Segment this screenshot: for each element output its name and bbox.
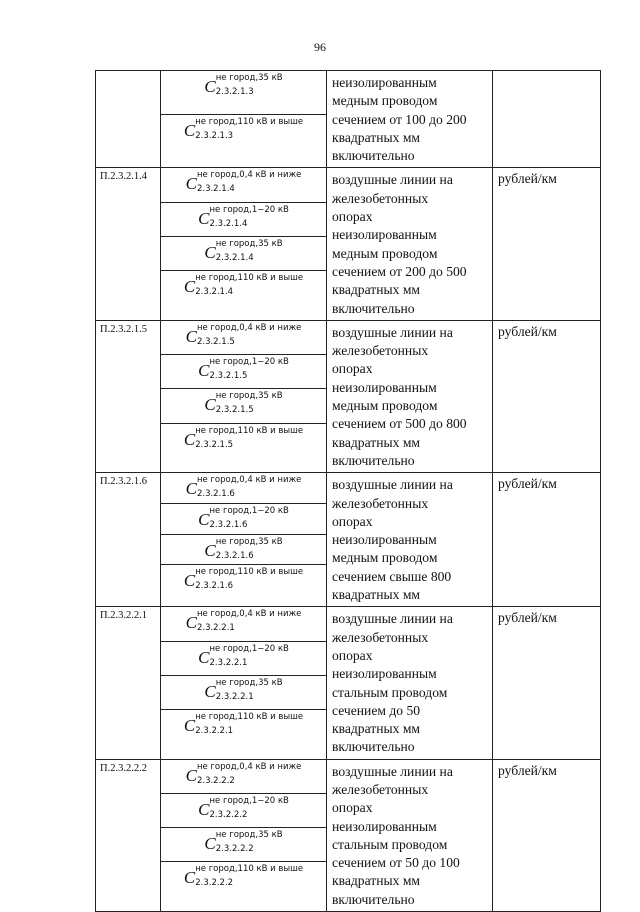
description-line: включительно [332,300,415,316]
formula-scripts [195,118,303,141]
formula-expression [184,713,303,744]
rate-symbol: C [204,77,216,96]
formula-subscript: 2.3.2.1.5 [195,439,234,450]
formula-expression [204,74,282,114]
formula-superscript: не город,110 кВ и выше [195,712,304,723]
formula-superscript: не город,35 кВ [215,830,283,841]
formula-scripts [195,274,303,297]
formula-expression [204,538,282,565]
description-line: включительно [332,452,415,468]
rate-formula [161,862,326,896]
item-code [96,71,161,168]
formula-scripts [216,538,283,561]
formula-scripts [197,324,301,347]
formula-expression [186,476,302,503]
description-line: сечением от 50 до 100 [332,855,460,871]
formula-scripts [216,831,283,854]
rate-symbol: C [183,571,196,591]
rate-symbol: C [198,361,210,381]
table-row [96,71,601,168]
formula-subscript: 2.3.2.1.6 [195,581,234,592]
formula-scripts [195,713,303,736]
formula-superscript: не город,0,4 кВ и ниже [196,761,302,772]
line-description [327,320,493,472]
table-row [96,473,601,607]
rate-formula [161,271,326,305]
description-line: воздушные линии на [332,172,453,188]
rate-symbol: C [204,681,216,701]
page-number: 96 [314,40,326,54]
formula-superscript: не город,1−20 кВ [209,643,289,654]
formula-superscript: не город,0,4 кВ и ниже [196,322,302,333]
item-code: П.2.3.2.2.2 [96,759,161,911]
formula-expression [184,427,303,458]
formula-expression [198,507,289,534]
formula-subscript: 2.3.2.1.4 [195,287,234,298]
line-description [327,759,493,911]
formula-superscript: не город,110 кВ и выше [195,567,304,578]
rate-formula [161,203,326,237]
formula-cell [161,168,327,320]
formula-scripts [216,240,283,263]
formula-cell [161,71,327,168]
formula-superscript: не город,35 кВ [215,238,283,249]
rate-formula [161,504,326,535]
formula-subscript: 2.3.2.2.1 [209,657,248,668]
rate-symbol: C [183,120,196,140]
line-description [327,71,493,168]
description-line: неизолированным [332,227,437,243]
rate-symbol: C [198,647,210,667]
description-line: сечением от 200 до 500 [332,263,467,279]
rate-symbol: C [183,716,196,736]
formula-stack [161,71,326,158]
description-line: квадратных мм [332,587,421,603]
rate-formula [161,710,326,744]
rate-symbol: C [185,326,197,346]
description-line: опорах [332,209,373,225]
formula-superscript: не город,1−20 кВ [209,357,289,368]
formula-subscript: 2.3.2.1.5 [196,336,235,347]
rate-symbol: C [185,765,197,785]
formula-superscript: не город,35 кВ [215,391,283,402]
formula-superscript: не город,35 кВ [215,73,283,83]
formula-subscript: 2.3.2.2.2 [195,878,234,889]
formula-superscript: не город,1−20 кВ [209,505,289,516]
formula-cell [161,473,327,607]
formula-expression [204,679,282,709]
rate-symbol: C [204,395,216,415]
formula-cell [161,607,327,759]
formula-expression [184,274,303,305]
rate-symbol: C [183,868,196,888]
formula-superscript: не город,0,4 кВ и ниже [196,170,302,181]
rate-formula [161,760,326,794]
description-line: неизолированным [332,818,437,834]
formula-subscript: 2.3.2.2.2 [209,809,248,820]
formula-subscript: 2.3.2.1.3 [215,87,254,97]
rate-symbol: C [185,479,197,499]
description-line: сечением до 50 [332,702,421,718]
formula-superscript: не город,110 кВ и выше [195,425,304,436]
rate-formula [161,115,326,159]
description-line: воздушные линии на [332,763,453,779]
formula-stack [161,168,326,305]
formula-subscript: 2.3.2.1.5 [209,371,248,382]
rate-symbol: C [183,429,196,449]
rate-formula [161,71,326,115]
rate-formula [161,355,326,389]
formula-subscript: 2.3.2.1.6 [196,489,235,500]
unit-of-measure: рублей/км [493,759,601,911]
rate-symbol: C [198,509,210,529]
description-line: включительно [332,739,415,755]
formula-expression [198,797,289,827]
formula-superscript: не город,0,4 кВ и ниже [196,475,302,486]
description-line: неизолированным [332,666,437,682]
description-line: квадратных мм [332,721,421,737]
formula-superscript: не город,35 кВ [215,677,283,688]
item-code: П.2.3.2.1.4 [96,168,161,320]
rate-symbol: C [198,799,210,819]
description-line: железобетонных [332,781,429,797]
formula-expression [204,392,282,422]
rate-formula [161,168,326,202]
formula-expression [184,865,303,896]
rate-symbol: C [185,174,197,194]
description-line: медным проводом [332,550,438,566]
description-line: неизолированным [332,379,437,395]
formula-expression [186,763,302,793]
formula-scripts [210,206,289,229]
description-line: неизолированным [332,75,437,90]
description-line: квадратных мм [332,434,421,450]
description-line: опорах [332,647,373,663]
rate-formula [161,389,326,423]
rate-formula [161,321,326,355]
rate-symbol: C [183,277,196,297]
formula-cell [161,320,327,472]
rate-formula [161,642,326,676]
formula-expression [184,568,303,596]
item-code: П.2.3.2.1.5 [96,320,161,472]
description-line: медным проводом [332,93,438,109]
description-line: опорах [332,361,373,377]
formula-expression [198,358,289,388]
description-line: включительно [332,891,415,907]
description-line: опорах [332,513,373,529]
formula-subscript: 2.3.2.1.6 [209,519,248,530]
formula-subscript: 2.3.2.2.1 [196,623,235,634]
line-description [327,607,493,759]
formula-expression [198,645,289,675]
description-line: квадратных мм [332,873,421,889]
rate-formula [161,794,326,828]
formula-expression [186,171,302,201]
formula-scripts [197,476,301,499]
formula-cell [161,759,327,911]
formula-superscript: не город,110 кВ и выше [195,864,304,875]
formula-expression [184,118,303,159]
table-row [96,168,601,320]
description-line: воздушные линии на [332,611,453,627]
formula-subscript: 2.3.2.1.4 [215,252,254,263]
formula-subscript: 2.3.2.2.1 [195,726,234,737]
unit-of-measure: рублей/км [493,320,601,472]
description-line: неизолированным [332,532,437,548]
formula-expression [198,206,289,236]
formula-subscript: 2.3.2.1.5 [215,405,254,416]
rate-symbol: C [198,208,210,228]
formula-stack [161,473,326,596]
description-line: стальным проводом [332,684,448,700]
rates-table-body [96,71,601,912]
line-description [327,473,493,607]
formula-stack [161,760,326,897]
rate-formula [161,607,326,641]
description-line: сечением свыше 800 [332,568,452,584]
table-row [96,607,601,759]
rate-symbol: C [185,613,197,633]
description-line: опорах [332,800,373,816]
formula-subscript: 2.3.2.1.3 [195,130,234,141]
description-line: воздушные линии на [332,324,453,340]
rate-formula [161,676,326,710]
table-row [96,759,601,911]
formula-scripts [210,507,289,530]
formula-stack [161,607,326,744]
unit-of-measure: рублей/км [493,607,601,759]
formula-subscript: 2.3.2.1.6 [215,550,254,561]
item-code: П.2.3.2.2.1 [96,607,161,759]
formula-scripts [197,763,301,786]
formula-scripts [210,358,289,381]
unit-of-measure: рублей/км [493,473,601,607]
formula-scripts [197,610,301,633]
formula-scripts [195,427,303,450]
rate-formula [161,828,326,862]
formula-superscript: не город,1−20 кВ [209,795,289,806]
description-line: железобетонных [332,495,429,511]
formula-scripts [195,568,303,591]
rate-formula [161,237,326,271]
formula-expression [204,240,282,270]
rate-formula [161,565,326,596]
description-line: железобетонных [332,190,429,206]
formula-scripts [216,679,283,702]
formula-stack [161,321,326,458]
line-description [327,168,493,320]
formula-scripts [210,797,289,820]
formula-scripts [195,865,303,888]
unit-of-measure: рублей/км [493,168,601,320]
formula-subscript: 2.3.2.1.4 [209,218,248,229]
description-line: железобетонных [332,343,429,359]
formula-superscript: не город,35 кВ [215,536,283,547]
description-line: включительно [332,148,415,164]
rate-symbol: C [204,834,216,854]
formula-superscript: не город,110 кВ и выше [195,273,304,284]
formula-subscript: 2.3.2.2.2 [215,844,254,855]
formula-scripts [216,392,283,415]
description-line: квадратных мм [332,282,421,298]
formula-subscript: 2.3.2.2.1 [215,691,254,702]
rates-table [95,70,601,912]
description-line: воздушные линии на [332,477,453,493]
formula-scripts [197,171,301,194]
description-line: квадратных мм [332,129,421,145]
description-line: сечением от 500 до 800 [332,416,467,432]
formula-superscript: не город,110 кВ и выше [195,116,304,127]
description-line: медным проводом [332,245,438,261]
table-row [96,320,601,472]
rate-formula [161,424,326,458]
rate-symbol: C [204,540,216,560]
item-code: П.2.3.2.1.6 [96,473,161,607]
rate-formula [161,473,326,504]
unit-of-measure [493,71,601,168]
formula-superscript: не город,0,4 кВ и ниже [196,609,302,620]
formula-expression [186,610,302,640]
rate-symbol: C [204,242,216,262]
formula-scripts [216,74,283,97]
formula-subscript: 2.3.2.2.2 [196,775,235,786]
rate-formula [161,535,326,566]
description-line: железобетонных [332,629,429,645]
formula-subscript: 2.3.2.1.4 [196,184,235,195]
formula-expression [186,324,302,354]
formula-scripts [210,645,289,668]
description-line: стальным проводом [332,836,448,852]
description-line: сечением от 100 до 200 [332,111,467,127]
formula-superscript: не город,1−20 кВ [209,204,289,215]
formula-expression [204,831,282,861]
description-line: медным проводом [332,398,438,414]
